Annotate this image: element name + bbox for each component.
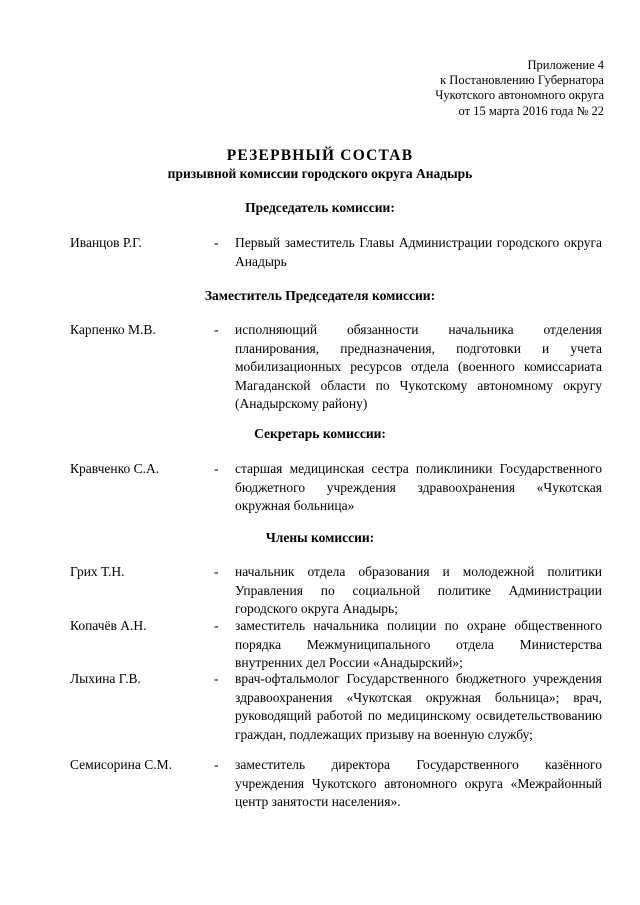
member-name: Семисорина С.М. (70, 757, 172, 772)
member-position: старшая медицинская сестра поликлиники Государственного бюджетного учреждения здравоохранения «Чукотская окружная больница» (235, 461, 602, 513)
member-dash: - (214, 322, 219, 337)
member-name: Кравченко С.А. (70, 461, 160, 476)
member-dash: - (214, 461, 219, 476)
member-dash: - (214, 671, 219, 686)
member-position: врач-офтальмолог Государственного бюджетного учреждения здравоохранения «Чукотская окружная больница»; врач, руководящий работой по медицинскому освидетельствованию граждан, подлежащих призыву на военную службу; (235, 671, 602, 742)
member-position: заместитель начальника полиции по охране общественного порядка Межмуниципального отдела Министерства внутренних дел России «Анадырский»; (235, 618, 602, 670)
member-name: Грих Т.Н. (70, 564, 125, 579)
document-title: РЕЗЕРВНЫЙ СОСТАВ (226, 147, 414, 164)
member-name: Иванцов Р.Г. (70, 235, 142, 250)
member-dash: - (214, 235, 219, 250)
appendix-note (435, 58, 604, 119)
member-position: начальник отдела образования и молодежной политики Управления по социальной политике Администрации городского округа Анадырь; (235, 564, 602, 616)
member-name: Карпенко М.В. (70, 322, 156, 337)
section-heading-secretary: Секретарь комиссии: (254, 426, 386, 441)
appendix-line-2: к Постановлению Губернатора (440, 73, 604, 88)
document-subtitle: призывной комиссии городского округа Анадырь (167, 166, 473, 181)
appendix-line-3: Чукотского автономного округа (435, 88, 604, 103)
member-name: Лыхина Г.В. (70, 671, 141, 686)
section-heading-chairman: Председатель комиссии: (245, 200, 395, 215)
member-name: Копачёв А.Н. (70, 618, 147, 633)
member-dash: - (214, 618, 219, 633)
member-position: Первый заместитель Главы Администрации городского округа Анадырь (235, 235, 602, 269)
appendix-line-1: Приложение 4 (527, 58, 604, 72)
section-heading-members: Члены комиссии: (265, 530, 375, 545)
member-dash: - (214, 564, 219, 579)
member-position: заместитель директора Государственного казённого учреждения Чукотского автономного округа «Межрайонный центр занятости населения». (235, 757, 602, 809)
member-dash: - (214, 757, 219, 772)
section-heading-deputy: Заместитель Председателя комиссии: (204, 288, 436, 303)
appendix-line-4: от 15 марта 2016 года № 22 (458, 103, 604, 118)
member-position: исполняющий обязанности начальника отделения планирования, предназначения, подготовки и учета мобилизационных ресурсов отдела (военного комиссариата Магаданской области по Чукотскому автономному округу (Анадырскому району) (235, 322, 602, 411)
